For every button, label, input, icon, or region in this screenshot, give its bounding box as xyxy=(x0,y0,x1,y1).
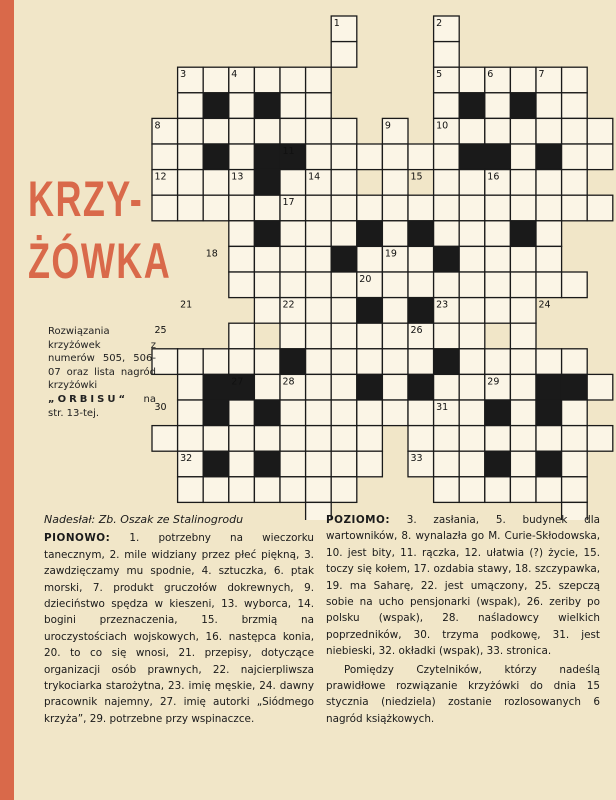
white-cell[interactable] xyxy=(254,67,280,93)
clues-down-text: 1. potrzebny na wieczorku tanecznym, 2. mile widziany przez płeć piękną, 3. zawdzięczamy mu spodnie, 4. sztuczka, 6. ptak morski, 7. produkt gruczołów dokrewnych, 9. dzieciństwo spędza w kieszeni, 13. wyborca, 14. bogini przeznaczenia, 15. brzmią na uroczystościach wojskowych, 16. następca konia, 20. to co się wnosi, 21. przepisy, dotyczące organizacji osób prawnych, 22. najcierpliwsza trykociarka starożytna, 23. imię męskie, 24. dawny pracownik najemny, 27. imię autorki „Siódmego krzyża”, 29. potrzebne przy wspinaczce. xyxy=(44,532,314,725)
clue-number-1: 1 xyxy=(333,18,340,29)
white-cell[interactable] xyxy=(459,400,485,426)
white-cell[interactable] xyxy=(382,400,408,426)
white-cell[interactable] xyxy=(178,426,204,452)
black-cell xyxy=(485,144,511,170)
clues-down-heading: PIONOWO: xyxy=(44,532,111,545)
white-cell[interactable] xyxy=(536,118,562,144)
white-cell[interactable] xyxy=(587,144,613,170)
white-cell[interactable] xyxy=(459,426,485,452)
white-cell[interactable] xyxy=(382,144,408,170)
white-cell[interactable] xyxy=(485,118,511,144)
white-cell[interactable] xyxy=(152,426,178,452)
white-cell[interactable] xyxy=(434,144,460,170)
clue-number-17: 17 xyxy=(282,197,295,209)
white-cell[interactable] xyxy=(331,170,357,196)
white-cell[interactable] xyxy=(536,93,562,119)
white-cell[interactable] xyxy=(562,426,588,452)
black-cell xyxy=(536,451,562,477)
white-cell[interactable] xyxy=(408,195,434,221)
white-cell[interactable] xyxy=(331,374,357,400)
black-cell xyxy=(203,374,229,400)
white-cell[interactable] xyxy=(510,144,536,170)
white-cell[interactable] xyxy=(485,477,511,503)
white-cell[interactable] xyxy=(382,298,408,324)
white-cell[interactable] xyxy=(562,451,588,477)
white-cell[interactable] xyxy=(306,451,332,477)
clue-number-24: 24 xyxy=(538,299,551,311)
black-cell xyxy=(536,144,562,170)
white-cell[interactable] xyxy=(306,195,332,221)
clue-number-10: 10 xyxy=(436,120,449,132)
clue-number-15: 15 xyxy=(410,171,423,183)
white-cell[interactable] xyxy=(562,170,588,196)
white-cell[interactable] xyxy=(459,246,485,272)
white-cell[interactable] xyxy=(510,298,536,324)
white-cell[interactable] xyxy=(510,400,536,426)
white-cell[interactable] xyxy=(254,298,280,324)
white-cell[interactable] xyxy=(485,426,511,452)
white-cell[interactable] xyxy=(510,477,536,503)
white-cell[interactable] xyxy=(459,272,485,298)
white-cell[interactable] xyxy=(587,374,613,400)
white-cell[interactable] xyxy=(485,221,511,247)
white-cell[interactable] xyxy=(331,298,357,324)
white-cell[interactable] xyxy=(536,272,562,298)
white-cell[interactable] xyxy=(510,323,536,349)
white-cell[interactable] xyxy=(536,221,562,247)
white-cell[interactable] xyxy=(280,477,306,503)
white-cell[interactable] xyxy=(203,67,229,93)
white-cell[interactable] xyxy=(280,400,306,426)
white-cell[interactable] xyxy=(459,374,485,400)
black-cell xyxy=(510,93,536,119)
white-cell[interactable] xyxy=(485,195,511,221)
black-cell xyxy=(485,451,511,477)
white-cell[interactable] xyxy=(536,195,562,221)
white-cell[interactable] xyxy=(382,374,408,400)
white-cell[interactable] xyxy=(485,298,511,324)
white-cell[interactable] xyxy=(152,195,178,221)
black-cell xyxy=(254,93,280,119)
white-cell[interactable] xyxy=(357,451,383,477)
white-cell[interactable] xyxy=(408,144,434,170)
clue-number-11: 11 xyxy=(282,146,295,157)
white-cell[interactable] xyxy=(229,93,255,119)
black-cell xyxy=(203,451,229,477)
white-cell[interactable] xyxy=(459,118,485,144)
white-cell[interactable] xyxy=(536,170,562,196)
white-cell[interactable] xyxy=(280,118,306,144)
clue-number-29: 29 xyxy=(487,376,500,388)
white-cell[interactable] xyxy=(357,400,383,426)
white-cell[interactable] xyxy=(229,118,255,144)
white-cell[interactable] xyxy=(382,195,408,221)
white-cell[interactable] xyxy=(178,349,204,375)
clue-number-25: 25 xyxy=(154,325,167,337)
black-cell xyxy=(203,144,229,170)
white-cell[interactable] xyxy=(510,195,536,221)
white-cell[interactable] xyxy=(434,426,460,452)
white-cell[interactable] xyxy=(178,144,204,170)
white-cell[interactable] xyxy=(178,195,204,221)
clue-number-32: 32 xyxy=(180,453,193,465)
clue-number-9: 9 xyxy=(384,120,391,132)
black-cell xyxy=(510,221,536,247)
white-cell[interactable] xyxy=(178,400,204,426)
white-cell[interactable] xyxy=(459,298,485,324)
white-cell[interactable] xyxy=(254,349,280,375)
white-cell[interactable] xyxy=(562,144,588,170)
page-title: KRZY- ŻÓWKA xyxy=(28,171,172,289)
white-cell[interactable] xyxy=(280,67,306,93)
white-cell[interactable] xyxy=(331,118,357,144)
white-cell[interactable] xyxy=(229,400,255,426)
white-cell[interactable] xyxy=(306,93,332,119)
white-cell[interactable] xyxy=(485,246,511,272)
white-cell[interactable] xyxy=(510,246,536,272)
white-cell[interactable] xyxy=(306,400,332,426)
white-cell[interactable] xyxy=(434,477,460,503)
clue-number-28: 28 xyxy=(282,376,295,388)
white-cell[interactable] xyxy=(408,246,434,272)
white-cell[interactable] xyxy=(331,221,357,247)
white-cell[interactable] xyxy=(331,323,357,349)
white-cell[interactable] xyxy=(434,42,460,68)
white-cell[interactable] xyxy=(562,477,588,503)
white-cell[interactable] xyxy=(434,272,460,298)
clue-number-5: 5 xyxy=(436,69,443,81)
black-cell xyxy=(485,400,511,426)
white-cell[interactable] xyxy=(306,221,332,247)
white-cell[interactable] xyxy=(536,426,562,452)
white-cell[interactable] xyxy=(306,477,332,503)
white-cell[interactable] xyxy=(306,246,332,272)
white-cell[interactable] xyxy=(536,477,562,503)
white-cell[interactable] xyxy=(408,272,434,298)
white-cell[interactable] xyxy=(280,323,306,349)
white-cell[interactable] xyxy=(229,195,255,221)
white-cell[interactable] xyxy=(434,93,460,119)
white-cell[interactable] xyxy=(485,93,511,119)
brand-name: „ORBISU“ xyxy=(48,393,129,405)
clue-number-23: 23 xyxy=(436,299,449,311)
white-cell[interactable] xyxy=(280,221,306,247)
clue-number-22: 22 xyxy=(282,299,295,311)
black-cell xyxy=(203,400,229,426)
white-cell[interactable] xyxy=(178,118,204,144)
white-cell[interactable] xyxy=(382,272,408,298)
white-cell[interactable] xyxy=(254,374,280,400)
white-cell[interactable] xyxy=(280,93,306,119)
black-cell xyxy=(254,400,280,426)
white-cell[interactable] xyxy=(331,144,357,170)
clue-number-4: 4 xyxy=(231,69,238,81)
white-cell[interactable] xyxy=(229,426,255,452)
white-cell[interactable] xyxy=(408,400,434,426)
black-cell xyxy=(331,246,357,272)
white-cell[interactable] xyxy=(280,246,306,272)
clue-number-12: 12 xyxy=(154,171,167,183)
white-cell[interactable] xyxy=(510,349,536,375)
magazine-page xyxy=(14,0,616,800)
black-cell xyxy=(408,374,434,400)
white-cell[interactable] xyxy=(562,195,588,221)
clues-across xyxy=(326,512,600,660)
white-cell[interactable] xyxy=(254,246,280,272)
clue-number-14: 14 xyxy=(308,171,321,183)
white-cell[interactable] xyxy=(152,144,178,170)
white-cell[interactable] xyxy=(382,349,408,375)
white-cell[interactable] xyxy=(382,170,408,196)
white-cell[interactable] xyxy=(562,118,588,144)
white-cell[interactable] xyxy=(562,400,588,426)
white-cell[interactable] xyxy=(562,272,588,298)
white-cell[interactable] xyxy=(331,451,357,477)
white-cell[interactable] xyxy=(306,374,332,400)
black-cell xyxy=(254,451,280,477)
clue-number-27: 27 xyxy=(231,376,244,388)
white-cell[interactable] xyxy=(254,477,280,503)
black-cell xyxy=(408,221,434,247)
white-cell[interactable] xyxy=(229,246,255,272)
white-cell[interactable] xyxy=(203,118,229,144)
white-cell[interactable] xyxy=(510,170,536,196)
white-cell[interactable] xyxy=(459,195,485,221)
black-cell xyxy=(562,374,588,400)
clue-number-7: 7 xyxy=(538,69,545,81)
clue-number-26: 26 xyxy=(410,325,423,337)
white-cell[interactable] xyxy=(203,170,229,196)
black-cell xyxy=(357,374,383,400)
white-cell[interactable] xyxy=(254,195,280,221)
white-cell[interactable] xyxy=(203,349,229,375)
black-cell xyxy=(408,298,434,324)
white-cell[interactable] xyxy=(459,451,485,477)
black-cell xyxy=(254,144,280,170)
white-cell[interactable] xyxy=(331,42,357,68)
clues-left-column xyxy=(44,512,314,727)
white-cell[interactable] xyxy=(459,349,485,375)
black-cell xyxy=(203,93,229,119)
white-cell[interactable] xyxy=(510,426,536,452)
white-cell[interactable] xyxy=(280,272,306,298)
white-cell[interactable] xyxy=(510,272,536,298)
white-cell[interactable] xyxy=(434,170,460,196)
white-cell[interactable] xyxy=(459,67,485,93)
black-cell xyxy=(254,221,280,247)
clue-number-13: 13 xyxy=(231,171,244,183)
white-cell[interactable] xyxy=(459,323,485,349)
clue-number-21: 21 xyxy=(180,299,193,311)
white-cell[interactable] xyxy=(331,477,357,503)
white-cell[interactable] xyxy=(178,93,204,119)
white-cell[interactable] xyxy=(357,246,383,272)
white-cell[interactable] xyxy=(280,170,306,196)
white-cell[interactable] xyxy=(434,195,460,221)
white-cell[interactable] xyxy=(203,195,229,221)
solutions-note-page: na str. 13-tej. xyxy=(48,393,156,419)
clues-across-heading: POZIOMO: xyxy=(326,514,391,526)
black-cell xyxy=(434,246,460,272)
white-cell[interactable] xyxy=(357,144,383,170)
black-cell xyxy=(434,349,460,375)
black-cell xyxy=(536,400,562,426)
white-cell[interactable] xyxy=(331,426,357,452)
white-cell[interactable] xyxy=(459,221,485,247)
white-cell[interactable] xyxy=(562,349,588,375)
white-cell[interactable] xyxy=(510,451,536,477)
white-cell[interactable] xyxy=(357,349,383,375)
white-cell[interactable] xyxy=(254,118,280,144)
white-cell[interactable] xyxy=(357,426,383,452)
white-cell[interactable] xyxy=(434,451,460,477)
clue-number-16: 16 xyxy=(487,171,500,183)
white-cell[interactable] xyxy=(382,221,408,247)
white-cell[interactable] xyxy=(510,374,536,400)
white-cell[interactable] xyxy=(229,323,255,349)
clues-across-text: 3. zasłania, 5. budynek dla wartowników, 8. wynalazła go M. Curie-Skłodowska, 10. jest bity, 11. rączka, 12. ułatwia (?) życie, 15. toczy się kołem, 17. ozdabia stawy, 18. szczypawka, 19. ma Saharę, 22. jest umączony, 25. szepczą sobie na ucho pensjonarki (wspak), 26. zeriby po polsku (wspak), 28. naśladowcy wielkich poprzedników, 30. trzyma podkowę, 31. jest niebieski, 32. okładki (wspak), 33. stronica. xyxy=(326,514,600,658)
white-cell[interactable] xyxy=(434,323,460,349)
black-cell xyxy=(536,374,562,400)
white-cell[interactable] xyxy=(510,118,536,144)
white-cell[interactable] xyxy=(306,118,332,144)
white-cell[interactable] xyxy=(587,118,613,144)
white-cell[interactable] xyxy=(229,272,255,298)
clue-number-2: 2 xyxy=(436,18,443,29)
clue-number-3: 3 xyxy=(180,69,187,81)
white-cell[interactable] xyxy=(331,349,357,375)
white-cell[interactable] xyxy=(229,477,255,503)
black-cell xyxy=(357,221,383,247)
white-cell[interactable] xyxy=(254,426,280,452)
clue-number-33: 33 xyxy=(410,453,423,465)
white-cell[interactable] xyxy=(434,374,460,400)
white-cell[interactable] xyxy=(510,67,536,93)
white-cell[interactable] xyxy=(280,451,306,477)
white-cell[interactable] xyxy=(306,349,332,375)
white-cell[interactable] xyxy=(229,451,255,477)
white-cell[interactable] xyxy=(280,426,306,452)
sender-line: Nadesłał: Zb. Oszak ze Stalinogrodu xyxy=(44,513,244,526)
white-cell[interactable] xyxy=(306,144,332,170)
white-cell[interactable] xyxy=(485,272,511,298)
black-cell xyxy=(280,349,306,375)
white-cell[interactable] xyxy=(254,272,280,298)
clue-number-18: 18 xyxy=(205,248,218,260)
white-cell[interactable] xyxy=(408,426,434,452)
white-cell[interactable] xyxy=(408,349,434,375)
clue-number-8: 8 xyxy=(154,120,161,132)
white-cell[interactable] xyxy=(536,349,562,375)
white-cell[interactable] xyxy=(306,426,332,452)
clues-down xyxy=(44,530,314,727)
black-cell xyxy=(459,144,485,170)
white-cell[interactable] xyxy=(331,272,357,298)
white-cell[interactable] xyxy=(306,272,332,298)
white-cell[interactable] xyxy=(587,195,613,221)
black-cell xyxy=(254,170,280,196)
clue-number-20: 20 xyxy=(359,274,372,285)
clue-number-30: 30 xyxy=(154,402,167,413)
white-cell[interactable] xyxy=(178,170,204,196)
white-cell[interactable] xyxy=(229,221,255,247)
white-cell[interactable] xyxy=(357,323,383,349)
white-cell[interactable] xyxy=(178,374,204,400)
white-cell[interactable] xyxy=(306,298,332,324)
white-cell[interactable] xyxy=(331,195,357,221)
white-cell[interactable] xyxy=(331,400,357,426)
white-cell[interactable] xyxy=(459,170,485,196)
prize-announcement: Pomiędzy Czytelników, którzy nadeślą prawidłowe rozwiązanie krzyżówki do dnia 15 stycznia (niedziela) zostanie rozlosowanych 6 nagród książkowych. xyxy=(326,663,600,725)
clue-number-19: 19 xyxy=(384,248,397,260)
white-cell[interactable] xyxy=(536,246,562,272)
clue-number-6: 6 xyxy=(487,69,494,81)
white-cell[interactable] xyxy=(562,93,588,119)
white-cell[interactable] xyxy=(434,221,460,247)
white-cell[interactable] xyxy=(306,67,332,93)
solutions-note-text: Rozwiązania krzyżówek z numerów 505, 506-07 oraz lista nagród krzyżówki xyxy=(48,326,156,392)
white-cell[interactable] xyxy=(178,477,204,503)
white-cell[interactable] xyxy=(485,349,511,375)
clue-number-31: 31 xyxy=(436,402,449,413)
grid-cells xyxy=(152,16,613,520)
white-cell[interactable] xyxy=(306,323,332,349)
white-cell[interactable] xyxy=(459,477,485,503)
white-cell[interactable] xyxy=(587,426,613,452)
black-cell xyxy=(357,298,383,324)
white-cell[interactable] xyxy=(229,349,255,375)
white-cell[interactable] xyxy=(562,67,588,93)
solutions-note xyxy=(48,325,156,420)
black-cell xyxy=(459,93,485,119)
clues-right-column xyxy=(326,512,600,727)
white-cell[interactable] xyxy=(382,323,408,349)
white-cell[interactable] xyxy=(357,195,383,221)
white-cell[interactable] xyxy=(203,426,229,452)
white-cell[interactable] xyxy=(203,477,229,503)
white-cell[interactable] xyxy=(229,144,255,170)
